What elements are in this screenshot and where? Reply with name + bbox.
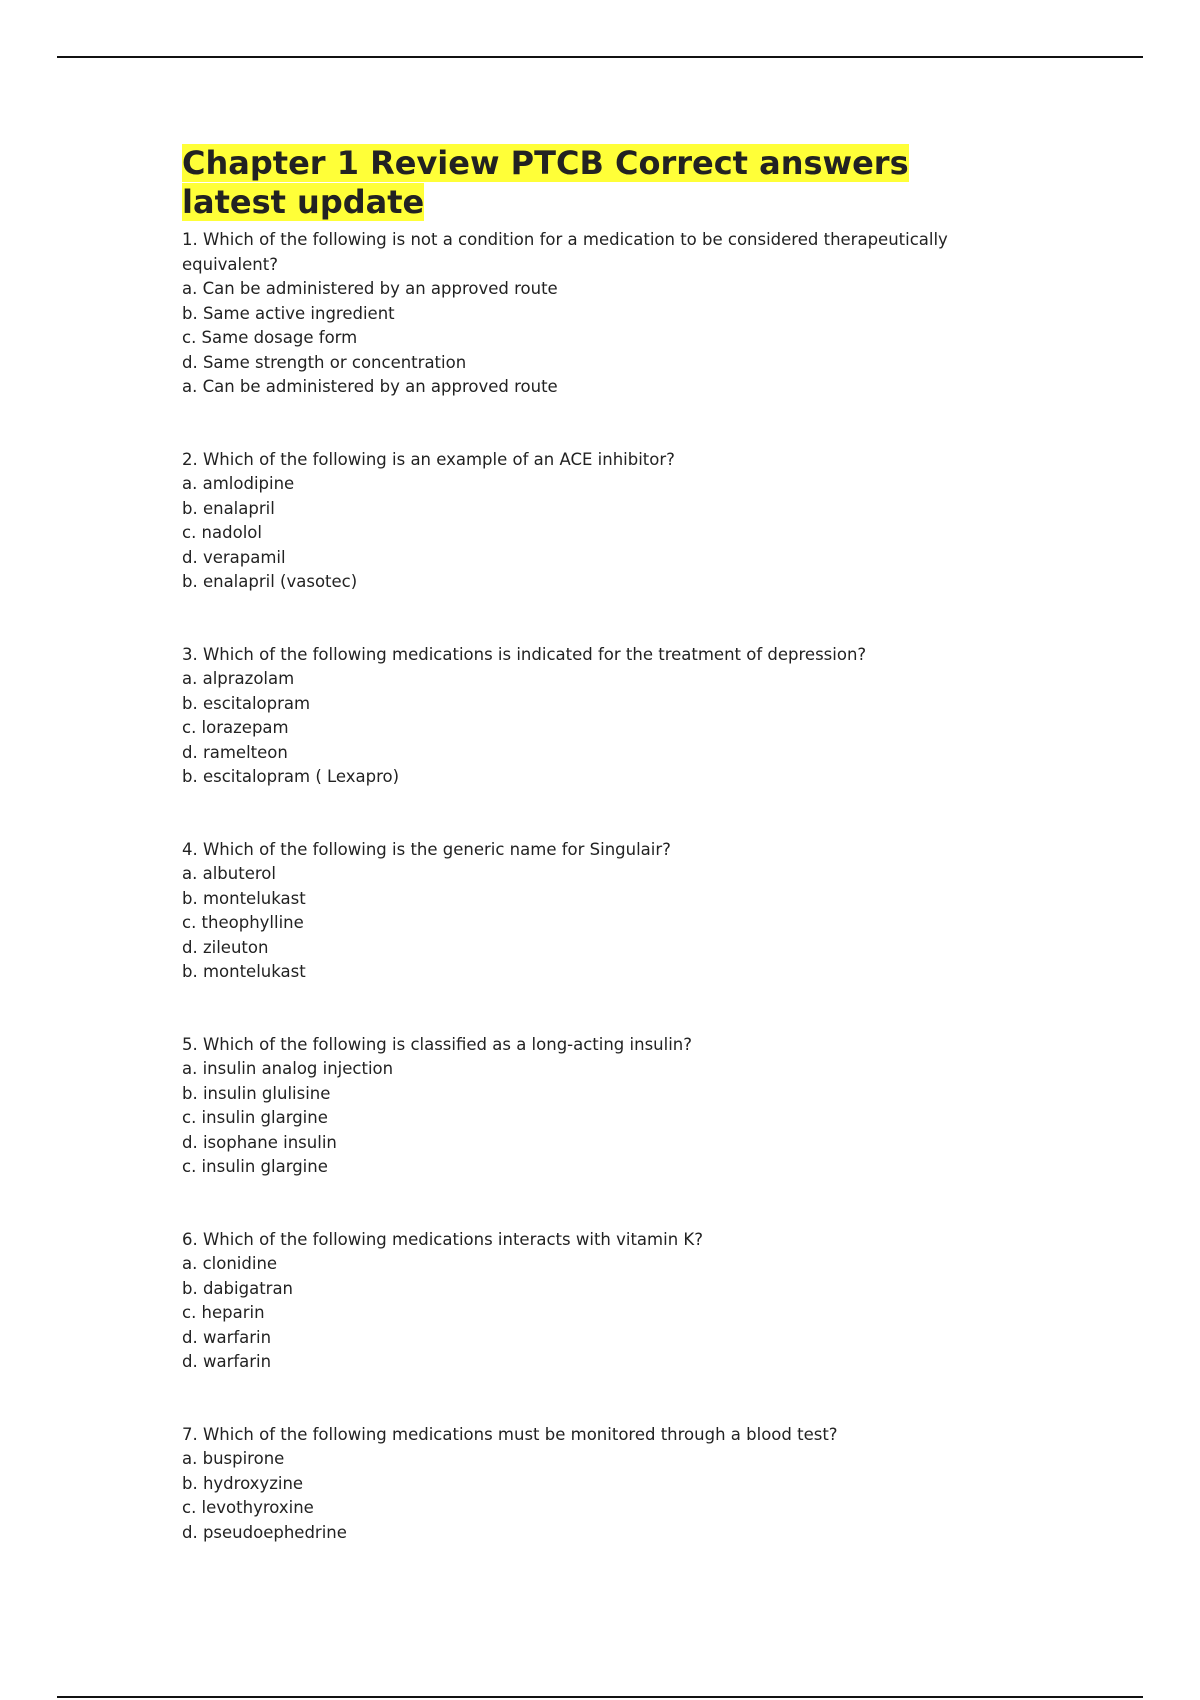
option-c: c. heparin — [182, 1303, 265, 1322]
answer: b. montelukast — [182, 962, 306, 981]
option-d: d. Same strength or concentration — [182, 352, 467, 372]
option-c: c. levothyroxine — [182, 1498, 314, 1517]
option-d: d. zileuton — [182, 937, 269, 957]
option-a: a. buspirone — [182, 1449, 285, 1468]
option-c: c. theophylline — [182, 913, 304, 932]
option-b: b. Same active ingredient — [182, 303, 395, 323]
option-b: b. enalapril — [182, 498, 275, 518]
option-d: d. pseudoephedrine — [182, 1522, 347, 1542]
option-c: c. Same dosage form — [182, 328, 358, 347]
question-4 — [182, 838, 982, 985]
question-prompt: 4. Which of the following is the generic name for Singulair? — [182, 839, 671, 859]
question-3 — [182, 643, 982, 790]
top-rule — [57, 56, 1143, 58]
option-a: a. Can be administered by an approved route — [182, 279, 558, 298]
answer: a. Can be administered by an approved route — [182, 377, 558, 396]
option-c: c. nadolol — [182, 523, 262, 542]
answer: c. insulin glargine — [182, 1157, 328, 1176]
option-b: b. escitalopram — [182, 693, 311, 713]
title-line-2: latest update — [182, 183, 425, 221]
question-1 — [182, 228, 982, 400]
option-a: a. amlodipine — [182, 474, 295, 493]
question-2 — [182, 448, 982, 595]
title-line-1: Chapter 1 Review PTCB Correct answers — [182, 144, 909, 182]
question-prompt: 5. Which of the following is classified as a long-acting insulin? — [182, 1034, 693, 1054]
option-c: c. insulin glargine — [182, 1108, 328, 1127]
option-d: d. warfarin — [182, 1327, 272, 1347]
option-a: a. clonidine — [182, 1254, 278, 1273]
question-prompt: 6. Which of the following medications interacts with vitamin K? — [182, 1229, 703, 1249]
answer: d. warfarin — [182, 1352, 272, 1371]
option-d: d. isophane insulin — [182, 1132, 337, 1152]
option-b: b. insulin glulisine — [182, 1083, 331, 1103]
bottom-rule — [57, 1696, 1143, 1698]
question-prompt: 2. Which of the following is an example of an ACE inhibitor? — [182, 449, 675, 469]
option-d: d. ramelteon — [182, 742, 288, 762]
question-5 — [182, 1033, 982, 1180]
question-prompt: 1. Which of the following is not a condition for a medication to be considered therapeutically equivalent? — [182, 230, 948, 274]
option-a: a. insulin analog injection — [182, 1059, 394, 1078]
question-prompt: 7. Which of the following medications must be monitored through a blood test? — [182, 1424, 838, 1444]
answer: b. enalapril (vasotec) — [182, 572, 358, 591]
option-c: c. lorazepam — [182, 718, 289, 737]
question-6 — [182, 1228, 982, 1375]
option-a: a. alprazolam — [182, 669, 295, 688]
question-7 — [182, 1423, 982, 1546]
answer: b. escitalopram ( Lexapro) — [182, 767, 400, 786]
option-b: b. dabigatran — [182, 1278, 294, 1298]
option-a: a. albuterol — [182, 864, 276, 883]
option-d: d. verapamil — [182, 547, 286, 567]
option-b: b. hydroxyzine — [182, 1473, 304, 1493]
option-b: b. montelukast — [182, 888, 306, 908]
question-prompt: 3. Which of the following medications is indicated for the treatment of depression? — [182, 644, 867, 664]
document-body — [182, 144, 982, 1593]
document-title — [182, 144, 982, 222]
